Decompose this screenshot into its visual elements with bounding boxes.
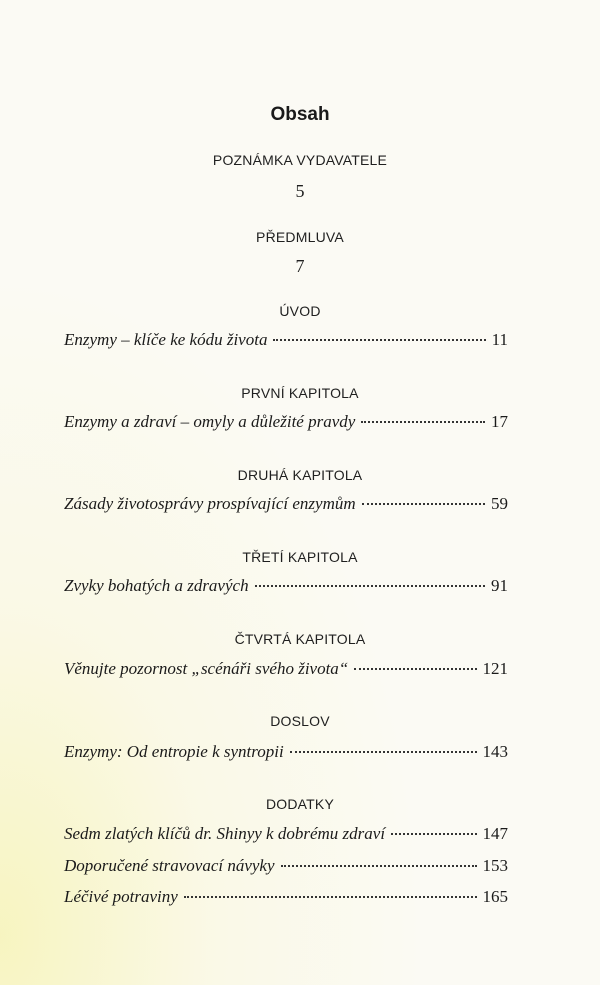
toc-entry-title: Sedm zlatých klíčů dr. Shinyy k dobrému zdraví	[64, 824, 386, 843]
heading-publisher-note: POZNÁMKA VYDAVATELE	[212, 152, 388, 168]
dot-leader	[184, 896, 477, 898]
page-number-foreword: 7	[295, 256, 305, 276]
dot-leader	[361, 421, 485, 423]
toc-entry-title: Enzymy: Od entropie k syntropii	[64, 742, 284, 761]
toc-entry[interactable]	[64, 824, 508, 848]
heading-chapter-4: ČTVRTÁ KAPITOLA	[234, 631, 366, 647]
toc-entry-title: Léčivé potraviny	[64, 887, 178, 906]
toc-entry[interactable]	[64, 887, 508, 911]
heading-chapter-2: DRUHÁ KAPITOLA	[237, 467, 363, 483]
dot-leader	[255, 585, 485, 587]
toc-entry[interactable]	[64, 330, 508, 354]
toc-entry-page: 17	[491, 412, 508, 431]
toc-entry-title: Věnujte pozornost „scénáři svého života“	[64, 659, 349, 678]
toc-entry[interactable]	[64, 856, 508, 880]
dot-leader	[354, 668, 476, 670]
page-title: Obsah	[270, 104, 330, 125]
page-number-publisher-note: 5	[295, 181, 305, 201]
toc-entry[interactable]	[64, 742, 508, 766]
heading-foreword: PŘEDMLUVA	[256, 229, 344, 245]
toc-entry-page: 147	[482, 824, 508, 843]
toc-entry[interactable]	[64, 494, 508, 518]
heading-chapter-3: TŘETÍ KAPITOLA	[242, 549, 358, 565]
toc-entry-title: Zvyky bohatých a zdravých	[64, 576, 249, 595]
toc-entry-title: Zásady životosprávy prospívající enzymům	[64, 494, 356, 513]
heading-afterword: DOSLOV	[270, 713, 330, 729]
toc-entry-page: 153	[482, 856, 508, 875]
toc-entry-page: 143	[482, 742, 508, 761]
toc-entry[interactable]	[64, 659, 508, 683]
dot-leader	[290, 751, 477, 753]
toc-entry[interactable]	[64, 576, 508, 600]
toc-entry-page: 11	[491, 330, 508, 349]
dot-leader	[391, 833, 476, 835]
dot-leader	[281, 865, 477, 867]
dot-leader	[273, 339, 485, 341]
heading-appendices: DODATKY	[265, 796, 335, 812]
toc-entry[interactable]	[64, 412, 508, 436]
toc-entry-page: 59	[491, 494, 508, 513]
toc-entry-page: 121	[482, 659, 508, 678]
heading-chapter-1: PRVNÍ KAPITOLA	[241, 385, 359, 401]
toc-entry-title: Enzymy a zdraví – omyly a důležité pravdy	[64, 412, 356, 431]
toc-entry-page: 91	[491, 576, 508, 595]
toc-entry-title: Enzymy – klíče ke kódu života	[64, 330, 268, 349]
heading-introduction: ÚVOD	[279, 303, 321, 319]
toc-entry-page: 165	[482, 887, 508, 906]
dot-leader	[362, 503, 485, 505]
toc-entry-title: Doporučené stravovací návyky	[64, 856, 275, 875]
